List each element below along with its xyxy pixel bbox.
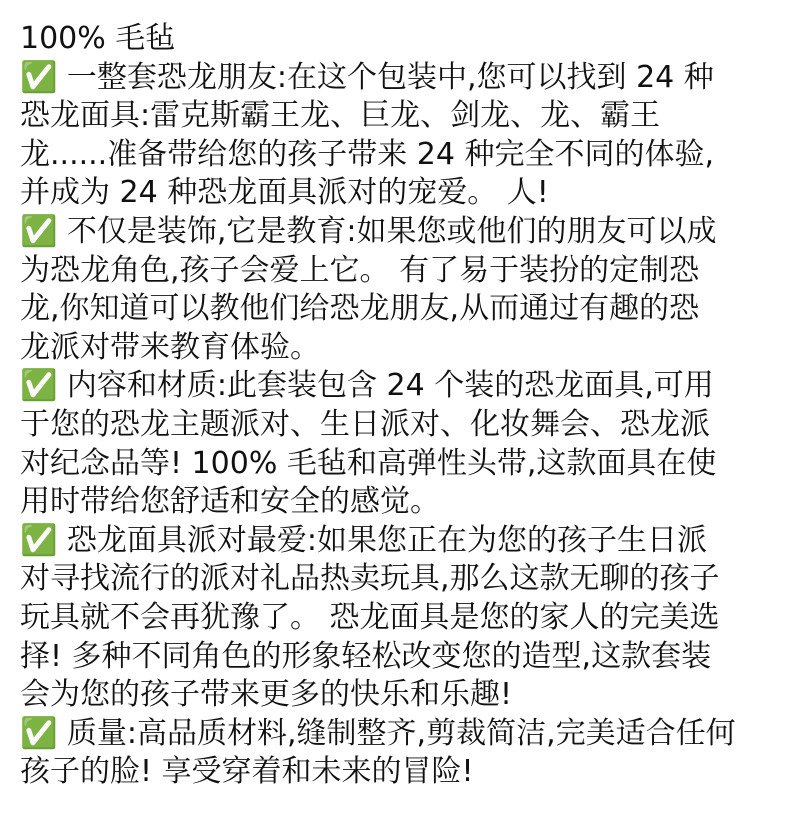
text-line: 龙......准备带给您的孩子带来 24 种完全不同的体验, (20, 136, 714, 172)
text-line: ✅ 恐龙面具派对最爱:如果您正在为您的孩子生日派 (20, 522, 707, 558)
text-line: ✅ 不仅是装饰,它是教育:如果您或他们的朋友可以成 (20, 213, 717, 249)
text-line: 恐龙面具:雷克斯霸王龙、巨龙、剑龙、龙、霸王 (20, 98, 661, 134)
text-line: 孩子的脸! 享受穿着和未来的冒险! (20, 754, 474, 790)
text-line: 择! 多种不同角色的形象轻松改变您的造型,这款套装 (20, 638, 712, 674)
document-body (20, 20, 770, 792)
text-line: ✅ 一整套恐龙朋友:在这个包装中,您可以找到 24 种 (20, 59, 714, 95)
text-line: 龙派对带来教育体验。 (20, 329, 320, 365)
text-line: ✅ 内容和材质:此套装包含 24 个装的恐龙面具,可用 (20, 368, 714, 404)
text-line: 会为您的孩子带来更多的快乐和乐趣! (20, 677, 513, 713)
text-line: 玩具就不会再犹豫了。 恐龙面具是您的家人的完美选 (20, 599, 720, 635)
text-line: 用时带给您舒适和安全的感觉。 (20, 484, 440, 520)
text-line: 并成为 24 种恐龙面具派对的宠爱。 人! (20, 175, 549, 211)
text-line: ✅ 质量:高品质材料,缝制整齐,剪裁简洁,完美适合任何 (20, 715, 736, 751)
text-line: 龙,你知道可以教他们给恐龙朋友,从而通过有趣的恐 (20, 291, 700, 327)
text-line: 100% 毛毡 (20, 21, 176, 56)
text-line: 为恐龙角色,孩子会爱上它。 有了易于装扮的定制恐 (20, 252, 700, 288)
text-line: 对纪念品等! 100% 毛毡和高弹性头带,这款面具在使 (20, 445, 717, 481)
text-line: 对寻找流行的派对礼品热卖玩具,那么这款无聊的孩子 (20, 561, 720, 597)
text-line: 于您的恐龙主题派对、生日派对、化妆舞会、恐龙派 (20, 406, 710, 442)
